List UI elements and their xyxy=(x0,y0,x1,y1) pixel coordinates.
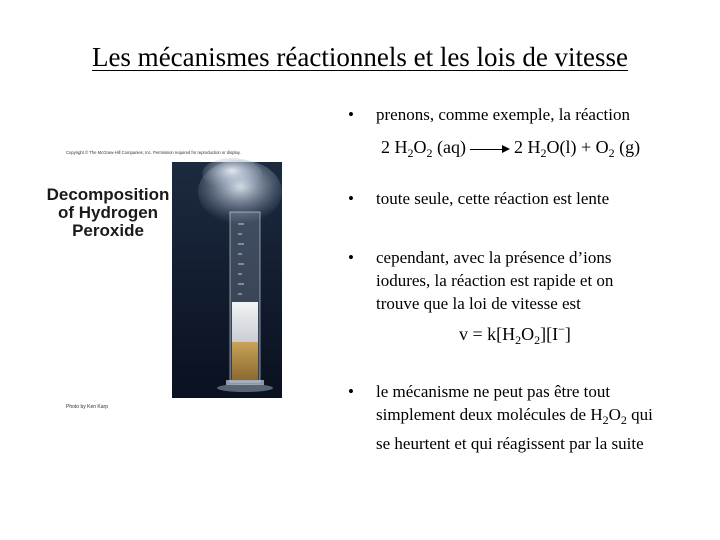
photo-caption-panel xyxy=(46,162,172,410)
bullet-marker: • xyxy=(348,189,354,208)
slide-title: Les mécanismes réactionnels et les lois de vitesse xyxy=(91,42,629,72)
bullet-marker: • xyxy=(348,248,354,267)
bullet-2-text: toute seule, cette réaction est lente xyxy=(376,189,610,208)
bullet-1-text: prenons, comme exemple, la réaction xyxy=(376,105,630,124)
hydrogen-peroxide-photo xyxy=(46,148,282,410)
graduated-cylinder-image xyxy=(172,162,282,398)
reaction-arrow-icon xyxy=(470,144,510,154)
photo-caption: Decomposition of Hydrogen Peroxide xyxy=(46,185,170,240)
photo-credit: Photo by Ken Karp xyxy=(66,404,108,410)
bullet-4-text: le mécanisme ne peut pas être tout simplement deux molécules de $H_2O_2$ qui se heurtent et qui réagissent par la suite xyxy=(376,382,653,453)
reaction-equation: 2 $H_2O_2$ (aq) 2 $H_2O(l) + O_2$ (g) xyxy=(381,137,641,160)
rate-law-equation: $v = k[H_2O_2][I^-]$ xyxy=(459,322,571,347)
foam xyxy=(232,302,258,342)
cylinder-foot xyxy=(217,384,273,392)
liquid xyxy=(232,342,258,380)
bullet-marker: • xyxy=(348,105,354,124)
photo-copyright: Copyright © The McGraw-Hill Companies, Inc. Permission required for reproduction or display. xyxy=(66,150,241,155)
bullet-3-text: cependant, avec la présence d’ions iodures, la réaction est rapide et on trouve que la loi de vitesse est xyxy=(376,248,614,313)
steam-cloud-top xyxy=(202,158,262,190)
bullet-marker: • xyxy=(348,382,354,401)
